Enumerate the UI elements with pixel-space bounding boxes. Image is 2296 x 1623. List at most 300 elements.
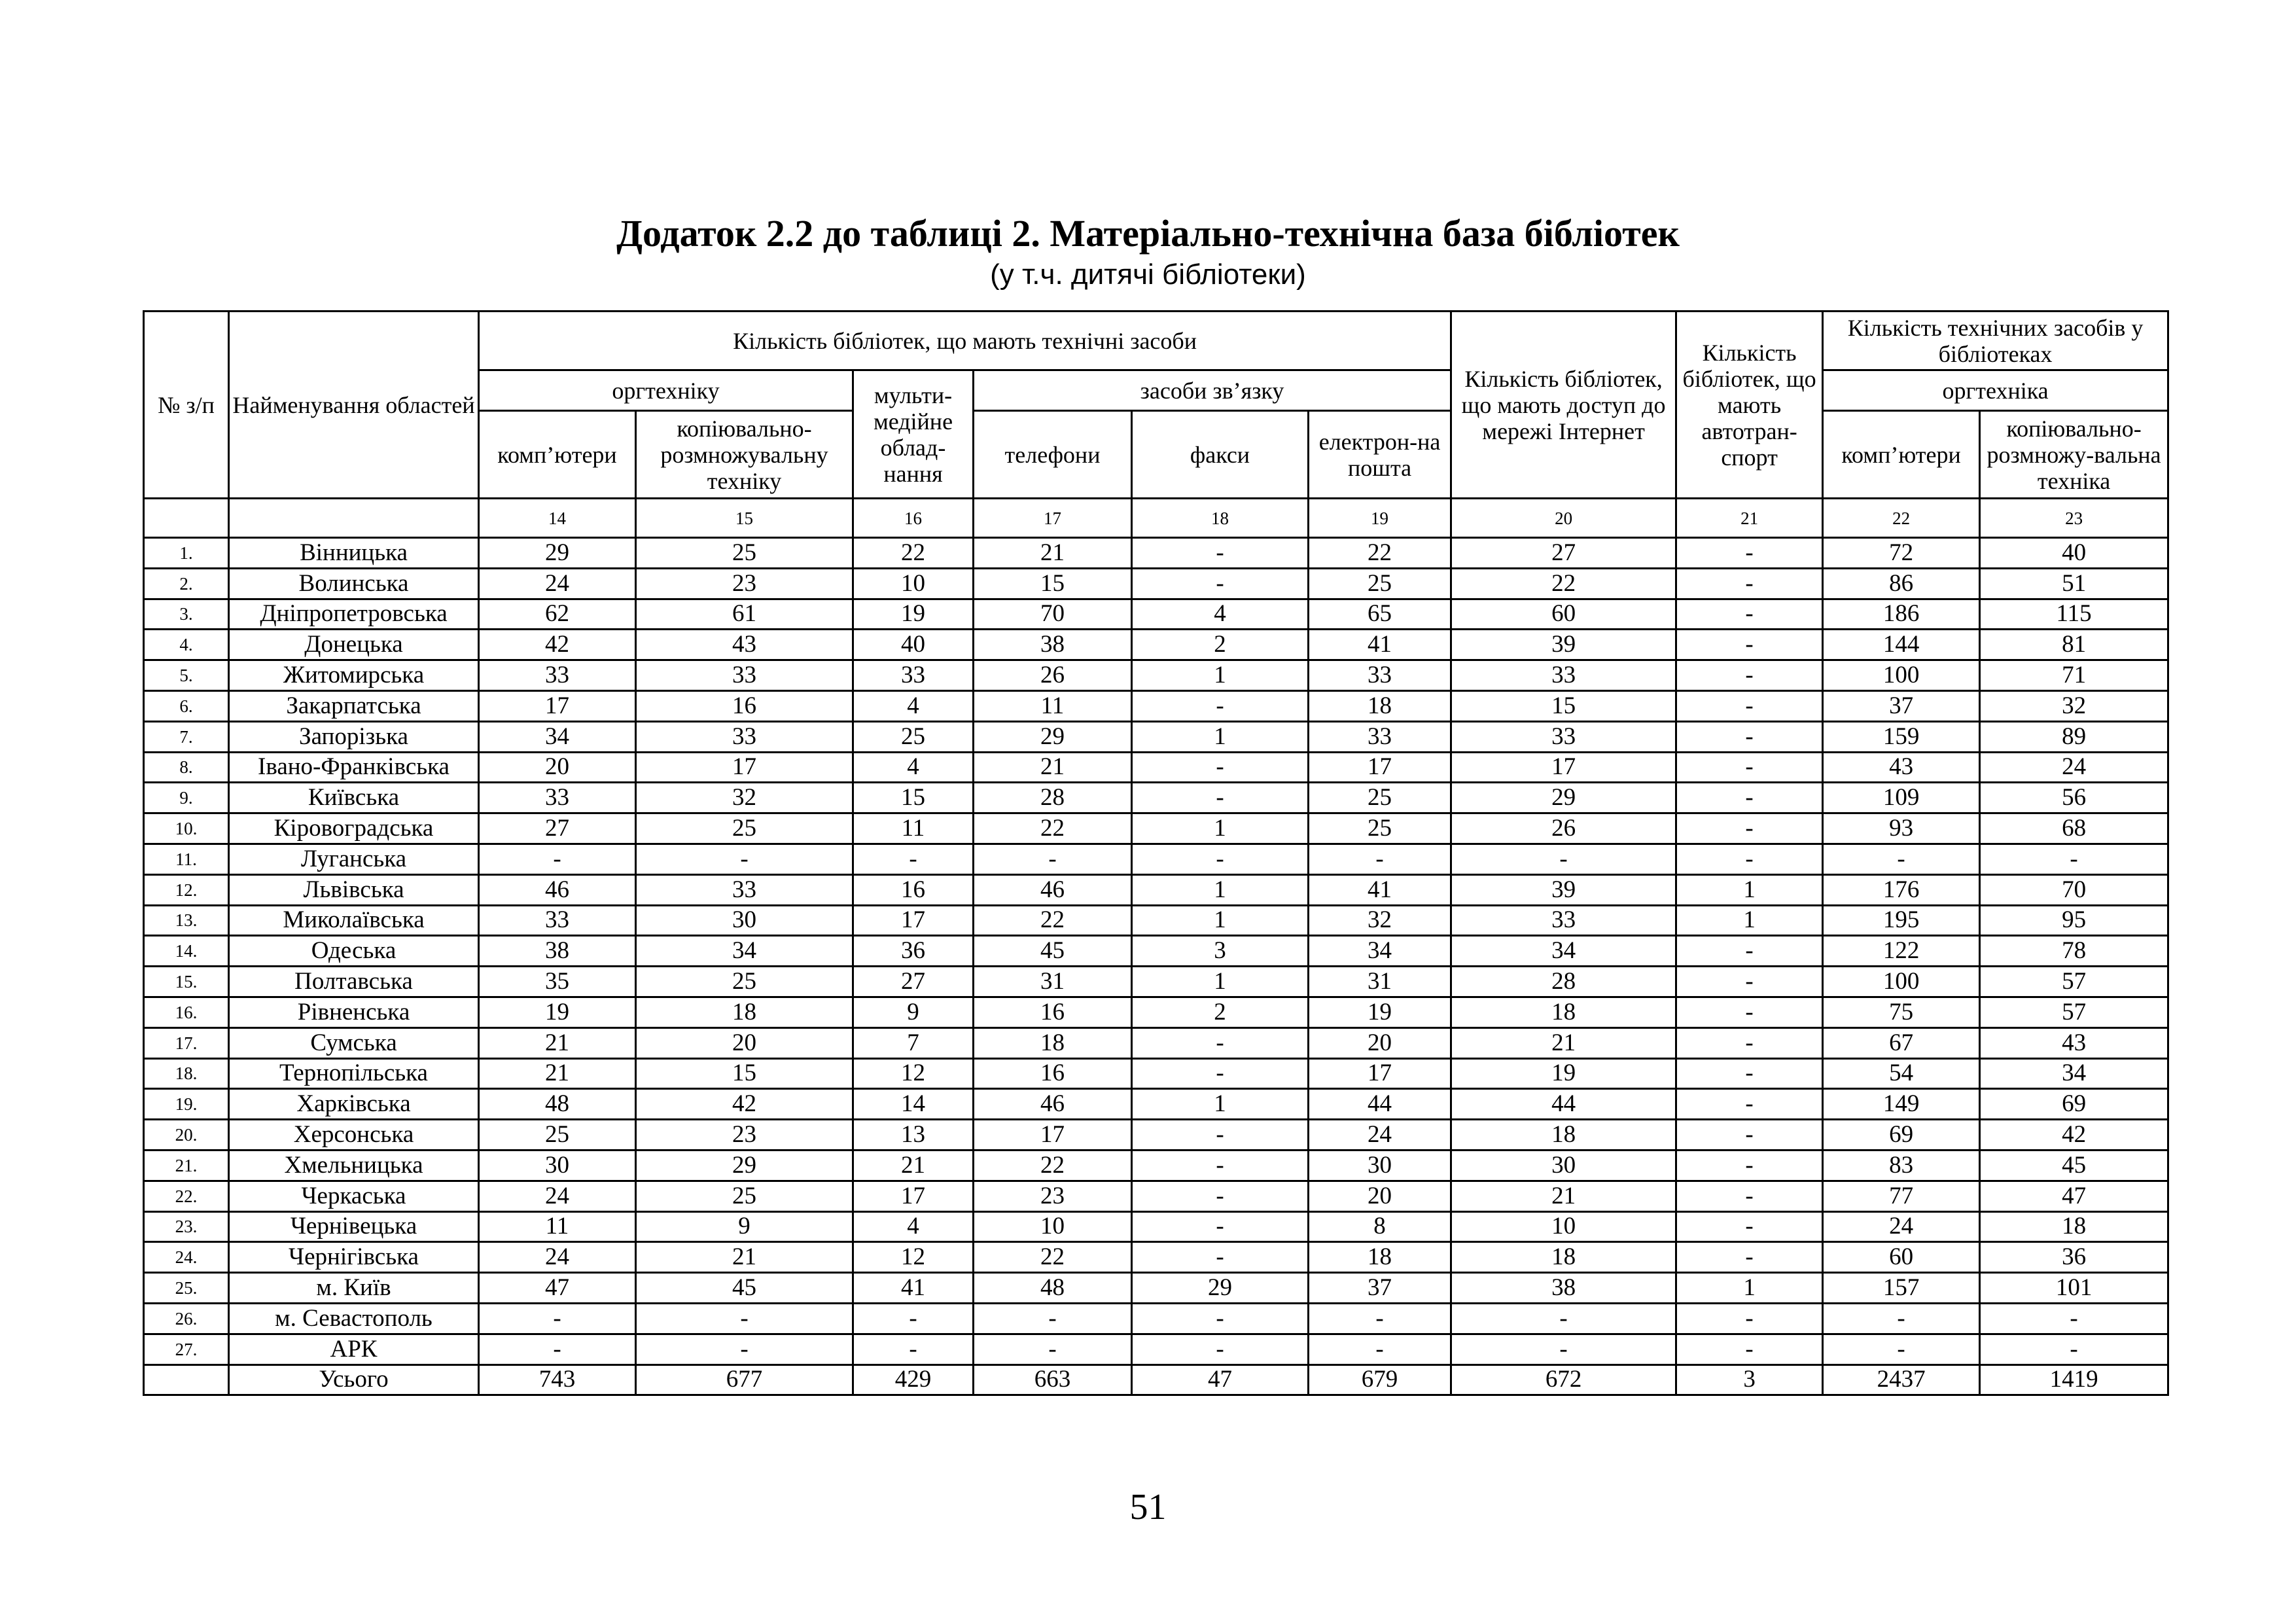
value-cell: 21 xyxy=(636,1242,853,1273)
row-number: 27. xyxy=(144,1334,229,1364)
column-number: 15 xyxy=(636,499,853,538)
value-cell: 11 xyxy=(853,813,974,844)
value-cell: 22 xyxy=(853,538,974,569)
region-name: Херсонська xyxy=(229,1120,479,1150)
table-row xyxy=(144,905,2168,936)
value-cell: 21 xyxy=(974,752,1132,783)
value-cell: - xyxy=(1676,568,1823,599)
value-cell: - xyxy=(1676,690,1823,721)
header-copiers: копіювально-розмножувальну техніку xyxy=(636,411,853,499)
value-cell: - xyxy=(974,1334,1132,1364)
column-number: 22 xyxy=(1823,499,1980,538)
value-cell: 20 xyxy=(1309,1027,1451,1058)
row-number: 18. xyxy=(144,1058,229,1089)
row-number: 8. xyxy=(144,752,229,783)
value-cell: 32 xyxy=(636,783,853,813)
value-cell: - xyxy=(1132,1150,1309,1181)
value-cell: 27 xyxy=(853,967,974,997)
table-row xyxy=(144,1120,2168,1150)
column-number: 16 xyxy=(853,499,974,538)
value-cell: 24 xyxy=(1823,1211,1980,1242)
region-name: Сумська xyxy=(229,1027,479,1058)
header-multimedia: мульти-медійне облад-нання xyxy=(853,370,974,499)
row-number: 13. xyxy=(144,905,229,936)
value-cell: 43 xyxy=(636,630,853,660)
value-cell: 679 xyxy=(1309,1364,1451,1395)
table-row xyxy=(144,1027,2168,1058)
value-cell: - xyxy=(636,844,853,874)
value-cell: - xyxy=(1132,1334,1309,1364)
header-communication: засоби зв’язку xyxy=(974,370,1451,411)
value-cell: 25 xyxy=(636,813,853,844)
value-cell: - xyxy=(1132,1058,1309,1089)
column-number-row xyxy=(144,499,2168,538)
value-cell: 29 xyxy=(479,538,636,569)
value-cell: 43 xyxy=(1980,1027,2168,1058)
region-name: Закарпатська xyxy=(229,690,479,721)
value-cell: 43 xyxy=(1823,752,1980,783)
value-cell: 39 xyxy=(1451,630,1676,660)
page-subtitle: (у т.ч. дитячі бібліотеки) xyxy=(990,259,1306,291)
value-cell: 17 xyxy=(1451,752,1676,783)
value-cell: - xyxy=(1132,1181,1309,1211)
row-number: 3. xyxy=(144,599,229,630)
row-number: 2. xyxy=(144,568,229,599)
region-name: Запорізька xyxy=(229,721,479,752)
value-cell: 41 xyxy=(1309,630,1451,660)
value-cell: 33 xyxy=(1451,660,1676,691)
value-cell: 109 xyxy=(1823,783,1980,813)
value-cell: - xyxy=(479,1303,636,1334)
value-cell: 157 xyxy=(1823,1273,1980,1304)
value-cell: 3 xyxy=(1132,936,1309,967)
value-cell: 22 xyxy=(1309,538,1451,569)
row-number: 24. xyxy=(144,1242,229,1273)
value-cell: 26 xyxy=(974,660,1132,691)
header-transport: Кількість бібліотек, що мають автотран-спорт xyxy=(1676,312,1823,499)
value-cell: 34 xyxy=(1980,1058,2168,1089)
value-cell: 69 xyxy=(1980,1089,2168,1120)
value-cell: 14 xyxy=(853,1089,974,1120)
table-row xyxy=(144,1303,2168,1334)
region-name: Львівська xyxy=(229,874,479,905)
value-cell: 1 xyxy=(1676,905,1823,936)
value-cell: - xyxy=(1676,844,1823,874)
value-cell: 15 xyxy=(1451,690,1676,721)
value-cell: 10 xyxy=(853,568,974,599)
value-cell: - xyxy=(1676,813,1823,844)
row-number: 15. xyxy=(144,967,229,997)
total-row xyxy=(144,1364,2168,1395)
value-cell: 10 xyxy=(1451,1211,1676,1242)
value-cell: 18 xyxy=(1980,1211,2168,1242)
table-row xyxy=(144,783,2168,813)
value-cell: - xyxy=(1676,752,1823,783)
value-cell: 25 xyxy=(1309,568,1451,599)
value-cell: 47 xyxy=(1980,1181,2168,1211)
value-cell: 33 xyxy=(636,660,853,691)
row-number: 6. xyxy=(144,690,229,721)
value-cell: 60 xyxy=(1823,1242,1980,1273)
value-cell: - xyxy=(1676,721,1823,752)
value-cell: 23 xyxy=(636,568,853,599)
value-cell: 32 xyxy=(1309,905,1451,936)
header-no: № з/п xyxy=(144,312,229,499)
value-cell: - xyxy=(853,1303,974,1334)
row-number: 12. xyxy=(144,874,229,905)
value-cell: 3 xyxy=(1676,1364,1823,1395)
value-cell: 27 xyxy=(1451,538,1676,569)
value-cell: 36 xyxy=(853,936,974,967)
value-cell: 1 xyxy=(1676,874,1823,905)
value-cell: 33 xyxy=(636,874,853,905)
table-row xyxy=(144,1058,2168,1089)
row-number: 26. xyxy=(144,1303,229,1334)
value-cell: - xyxy=(1980,844,2168,874)
row-number: 10. xyxy=(144,813,229,844)
header-region: Найменування областей xyxy=(229,312,479,499)
column-number: 17 xyxy=(974,499,1132,538)
header-copiers-2: копіювально-розмножу-вальна техніка xyxy=(1980,411,2168,499)
value-cell: - xyxy=(1676,936,1823,967)
value-cell: 2437 xyxy=(1823,1364,1980,1395)
value-cell: 22 xyxy=(974,1242,1132,1273)
value-cell: - xyxy=(1132,568,1309,599)
row-number: 22. xyxy=(144,1181,229,1211)
value-cell: - xyxy=(1676,1181,1823,1211)
value-cell: - xyxy=(1132,1027,1309,1058)
table-row xyxy=(144,1334,2168,1364)
value-cell: 22 xyxy=(1451,568,1676,599)
value-cell: - xyxy=(1676,1211,1823,1242)
value-cell: 30 xyxy=(1309,1150,1451,1181)
value-cell: 68 xyxy=(1980,813,2168,844)
table-header xyxy=(144,312,2168,538)
value-cell: 1 xyxy=(1132,905,1309,936)
value-cell: 12 xyxy=(853,1242,974,1273)
value-cell: - xyxy=(1451,1334,1676,1364)
value-cell: 17 xyxy=(974,1120,1132,1150)
value-cell: 39 xyxy=(1451,874,1676,905)
value-cell: 27 xyxy=(479,813,636,844)
value-cell: - xyxy=(1676,1027,1823,1058)
value-cell: 18 xyxy=(1451,1242,1676,1273)
value-cell: 51 xyxy=(1980,568,2168,599)
value-cell: 41 xyxy=(853,1273,974,1304)
value-cell: - xyxy=(1132,538,1309,569)
value-cell: 83 xyxy=(1823,1150,1980,1181)
value-cell: - xyxy=(479,844,636,874)
value-cell: 25 xyxy=(853,721,974,752)
header-office-equipment: оргтехніку xyxy=(479,370,853,411)
value-cell: 23 xyxy=(636,1120,853,1150)
row-number: 20. xyxy=(144,1120,229,1150)
table-row xyxy=(144,1242,2168,1273)
value-cell: 1 xyxy=(1132,874,1309,905)
value-cell: 100 xyxy=(1823,967,1980,997)
table-row xyxy=(144,1181,2168,1211)
value-cell: 24 xyxy=(1980,752,2168,783)
value-cell: 4 xyxy=(853,752,974,783)
region-name: Кіровоградська xyxy=(229,813,479,844)
value-cell: 25 xyxy=(479,1120,636,1150)
table-body xyxy=(144,538,2168,1395)
value-cell: - xyxy=(1980,1303,2168,1334)
value-cell: - xyxy=(1676,1150,1823,1181)
value-cell: 36 xyxy=(1980,1242,2168,1273)
value-cell: 19 xyxy=(1309,997,1451,1027)
value-cell: - xyxy=(1676,538,1823,569)
value-cell: - xyxy=(1451,1303,1676,1334)
value-cell: 42 xyxy=(636,1089,853,1120)
value-cell: 48 xyxy=(974,1273,1132,1304)
value-cell: 46 xyxy=(974,874,1132,905)
header-faxes: факси xyxy=(1132,411,1309,499)
value-cell: 31 xyxy=(1309,967,1451,997)
row-number: 19. xyxy=(144,1089,229,1120)
value-cell: 70 xyxy=(974,599,1132,630)
value-cell: 23 xyxy=(974,1181,1132,1211)
value-cell: 47 xyxy=(479,1273,636,1304)
value-cell: - xyxy=(1676,1089,1823,1120)
row-number: 9. xyxy=(144,783,229,813)
table-row xyxy=(144,1150,2168,1181)
value-cell: 34 xyxy=(636,936,853,967)
region-name: Одеська xyxy=(229,936,479,967)
region-name: Харківська xyxy=(229,1089,479,1120)
value-cell: 10 xyxy=(974,1211,1132,1242)
region-name: Чернігівська xyxy=(229,1242,479,1273)
value-cell: - xyxy=(479,1334,636,1364)
value-cell: 61 xyxy=(636,599,853,630)
value-cell: 40 xyxy=(853,630,974,660)
value-cell: 18 xyxy=(974,1027,1132,1058)
value-cell: 28 xyxy=(974,783,1132,813)
column-number-blank xyxy=(144,499,229,538)
value-cell: 33 xyxy=(1451,721,1676,752)
header-internet: Кількість бібліотек, що мають доступ до мережі Інтернет xyxy=(1451,312,1676,499)
table-row xyxy=(144,721,2168,752)
value-cell: - xyxy=(853,1334,974,1364)
value-cell: 18 xyxy=(1309,690,1451,721)
value-cell: 186 xyxy=(1823,599,1980,630)
region-name: м. Київ xyxy=(229,1273,479,1304)
value-cell: 34 xyxy=(1451,936,1676,967)
value-cell: 9 xyxy=(636,1211,853,1242)
value-cell: 34 xyxy=(1309,936,1451,967)
value-cell: - xyxy=(1132,690,1309,721)
value-cell: - xyxy=(1132,1120,1309,1150)
row-number: 5. xyxy=(144,660,229,691)
value-cell: 21 xyxy=(479,1027,636,1058)
value-cell: 17 xyxy=(1309,752,1451,783)
value-cell: - xyxy=(974,844,1132,874)
table-row xyxy=(144,752,2168,783)
row-number: 1. xyxy=(144,538,229,569)
value-cell: - xyxy=(1309,844,1451,874)
row-number: 23. xyxy=(144,1211,229,1242)
value-cell: - xyxy=(1132,844,1309,874)
value-cell: - xyxy=(1980,1334,2168,1364)
value-cell: 30 xyxy=(1451,1150,1676,1181)
column-number: 23 xyxy=(1980,499,2168,538)
value-cell: - xyxy=(1132,783,1309,813)
value-cell: 1 xyxy=(1132,660,1309,691)
region-name: АРК xyxy=(229,1334,479,1364)
region-name: Тернопільська xyxy=(229,1058,479,1089)
value-cell: 18 xyxy=(1309,1242,1451,1273)
region-name: Хмельницька xyxy=(229,1150,479,1181)
region-name: Луганська xyxy=(229,844,479,874)
value-cell: 20 xyxy=(479,752,636,783)
value-cell: 25 xyxy=(636,1181,853,1211)
value-cell: - xyxy=(1823,844,1980,874)
row-number: 16. xyxy=(144,997,229,1027)
value-cell: 21 xyxy=(1451,1027,1676,1058)
value-cell: 663 xyxy=(974,1364,1132,1395)
value-cell: 30 xyxy=(479,1150,636,1181)
table-row xyxy=(144,1089,2168,1120)
value-cell: 56 xyxy=(1980,783,2168,813)
value-cell: 29 xyxy=(1451,783,1676,813)
header-email: електрон-на пошта xyxy=(1309,411,1451,499)
value-cell: 47 xyxy=(1132,1364,1309,1395)
value-cell: 115 xyxy=(1980,599,2168,630)
value-cell: - xyxy=(1676,1334,1823,1364)
value-cell: 38 xyxy=(479,936,636,967)
value-cell: 72 xyxy=(1823,538,1980,569)
value-cell: 26 xyxy=(1451,813,1676,844)
value-cell: - xyxy=(1676,967,1823,997)
value-cell: 25 xyxy=(636,967,853,997)
value-cell: 22 xyxy=(974,905,1132,936)
value-cell: 195 xyxy=(1823,905,1980,936)
value-cell: 22 xyxy=(974,1150,1132,1181)
header-phones: телефони xyxy=(974,411,1132,499)
value-cell: 48 xyxy=(479,1089,636,1120)
column-number-blank xyxy=(229,499,479,538)
value-cell: 37 xyxy=(1823,690,1980,721)
value-cell: 38 xyxy=(974,630,1132,660)
value-cell: 86 xyxy=(1823,568,1980,599)
column-number: 14 xyxy=(479,499,636,538)
value-cell: 42 xyxy=(479,630,636,660)
value-cell: 21 xyxy=(479,1058,636,1089)
value-cell: - xyxy=(1676,1120,1823,1150)
value-cell: 2 xyxy=(1132,997,1309,1027)
row-number xyxy=(144,1364,229,1395)
value-cell: 20 xyxy=(636,1027,853,1058)
value-cell: - xyxy=(1676,1058,1823,1089)
value-cell: 25 xyxy=(636,538,853,569)
value-cell: 16 xyxy=(974,997,1132,1027)
value-cell: 25 xyxy=(1309,783,1451,813)
value-cell: - xyxy=(1132,1242,1309,1273)
value-cell: - xyxy=(1676,1242,1823,1273)
value-cell: 24 xyxy=(479,1242,636,1273)
value-cell: 24 xyxy=(1309,1120,1451,1150)
value-cell: 15 xyxy=(853,783,974,813)
row-number: 17. xyxy=(144,1027,229,1058)
value-cell: 37 xyxy=(1309,1273,1451,1304)
value-cell: 45 xyxy=(974,936,1132,967)
region-name: Донецька xyxy=(229,630,479,660)
value-cell: 71 xyxy=(1980,660,2168,691)
value-cell: 57 xyxy=(1980,997,2168,1027)
value-cell: 1 xyxy=(1132,1089,1309,1120)
value-cell: 30 xyxy=(636,905,853,936)
value-cell: 8 xyxy=(1309,1211,1451,1242)
value-cell: 12 xyxy=(853,1058,974,1089)
value-cell: 70 xyxy=(1980,874,2168,905)
value-cell: - xyxy=(1132,1303,1309,1334)
value-cell: 33 xyxy=(853,660,974,691)
value-cell: 41 xyxy=(1309,874,1451,905)
value-cell: 19 xyxy=(853,599,974,630)
table-row xyxy=(144,1211,2168,1242)
column-number: 19 xyxy=(1309,499,1451,538)
value-cell: 29 xyxy=(1132,1273,1309,1304)
value-cell: 89 xyxy=(1980,721,2168,752)
value-cell: 29 xyxy=(974,721,1132,752)
value-cell: 122 xyxy=(1823,936,1980,967)
table-row xyxy=(144,660,2168,691)
value-cell: 62 xyxy=(479,599,636,630)
value-cell: 17 xyxy=(1309,1058,1451,1089)
value-cell: 46 xyxy=(974,1089,1132,1120)
value-cell: 144 xyxy=(1823,630,1980,660)
value-cell: 20 xyxy=(1309,1181,1451,1211)
value-cell: 9 xyxy=(853,997,974,1027)
value-cell: 22 xyxy=(974,813,1132,844)
value-cell: 32 xyxy=(1980,690,2168,721)
table-row xyxy=(144,690,2168,721)
value-cell: - xyxy=(1451,844,1676,874)
value-cell: 60 xyxy=(1451,599,1676,630)
value-cell: 75 xyxy=(1823,997,1980,1027)
value-cell: 15 xyxy=(974,568,1132,599)
column-number: 18 xyxy=(1132,499,1309,538)
table-row xyxy=(144,844,2168,874)
value-cell: - xyxy=(1823,1303,1980,1334)
value-cell: 33 xyxy=(1451,905,1676,936)
value-cell: - xyxy=(1132,752,1309,783)
row-number: 21. xyxy=(144,1150,229,1181)
value-cell: 93 xyxy=(1823,813,1980,844)
value-cell: 21 xyxy=(853,1150,974,1181)
value-cell: 4 xyxy=(1132,599,1309,630)
value-cell: 11 xyxy=(974,690,1132,721)
row-number: 14. xyxy=(144,936,229,967)
data-table xyxy=(143,310,2169,1396)
value-cell: 19 xyxy=(479,997,636,1027)
table-row xyxy=(144,936,2168,967)
column-number: 20 xyxy=(1451,499,1676,538)
value-cell: 33 xyxy=(479,660,636,691)
value-cell: 7 xyxy=(853,1027,974,1058)
region-name: Полтавська xyxy=(229,967,479,997)
value-cell: - xyxy=(1676,997,1823,1027)
value-cell: 24 xyxy=(479,1181,636,1211)
value-cell: - xyxy=(853,844,974,874)
value-cell: 16 xyxy=(974,1058,1132,1089)
region-name: Івано-Франківська xyxy=(229,752,479,783)
value-cell: 15 xyxy=(636,1058,853,1089)
region-name: Волинська xyxy=(229,568,479,599)
value-cell: - xyxy=(974,1303,1132,1334)
value-cell: 65 xyxy=(1309,599,1451,630)
row-number: 25. xyxy=(144,1273,229,1304)
